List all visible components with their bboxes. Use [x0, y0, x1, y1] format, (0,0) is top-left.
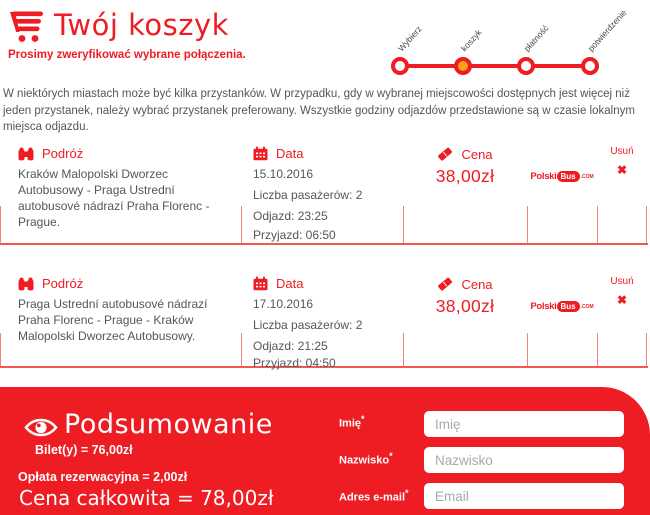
calendar-icon [253, 146, 268, 161]
column-divider [0, 333, 1, 366]
polskibus-logo [527, 301, 597, 312]
column-divider [241, 333, 242, 366]
summary-booking-fee: Opłata rezerwacyjna = 2,00zł [18, 470, 188, 484]
column-divider [597, 333, 598, 366]
step-label-potwierdzenie: potwierdzenie [585, 7, 629, 54]
trip-column-header [18, 146, 83, 161]
binoculars-icon [18, 147, 34, 161]
summary-tickets: Bilet(y) = 76,00zł [35, 443, 133, 457]
required-asterisk: * [361, 414, 365, 424]
ticket-icon [437, 146, 453, 162]
last-name-label [339, 451, 393, 467]
trip-arrival: Przyjazd: 04:50 [253, 356, 336, 370]
step-dot-koszyk[interactable] [454, 57, 472, 75]
summary-title: Podsumowanie [64, 409, 273, 440]
remove-column-label: Usuń [610, 276, 634, 287]
column-divider [646, 206, 647, 243]
eye-icon [24, 416, 58, 439]
trip-description: Praga Ustrední autobusové nádrazí Praha Florenc - Prague - Kraków Malopolski Dworzec Autobusowy. [18, 297, 208, 343]
binoculars-icon [18, 277, 34, 291]
price-column-label: Cena [461, 276, 493, 292]
trip-description: Kraków Malopolski Dworzec Autobusowy - Praga Ustrední autobusové nádrazí Praha Florenc - Prague. [18, 167, 210, 229]
trip-passengers: Liczba pasażerów: 2 [253, 188, 363, 202]
price-column-label: Cena [461, 146, 493, 162]
trip-passengers: Liczba pasażerów: 2 [253, 318, 363, 332]
remove-item-button[interactable]: ✖ [599, 163, 645, 177]
column-divider [527, 333, 528, 366]
email-label-text: Adres e-mail [339, 491, 406, 504]
logo-text-bus: Bus [557, 171, 580, 182]
checkout-progress-stepper [380, 0, 648, 84]
required-asterisk: * [389, 451, 393, 461]
date-column-header [253, 276, 303, 291]
column-divider [403, 206, 404, 243]
remove-item-button[interactable]: ✖ [599, 293, 645, 307]
price-column-header [403, 276, 527, 292]
column-divider [0, 206, 1, 243]
date-column-label: Data [276, 276, 304, 291]
column-divider [403, 333, 404, 366]
first-name-input[interactable] [424, 411, 624, 437]
trip-column-label: Podróż [42, 276, 84, 291]
email-label [339, 488, 409, 504]
column-divider [527, 206, 528, 243]
logo-text-bus: Bus [557, 301, 580, 312]
step-label-wybierz: Wybierz [395, 23, 424, 54]
step-label-platnosc: płatność [521, 23, 551, 54]
polskibus-logo [527, 171, 597, 182]
column-divider [597, 206, 598, 243]
trip-arrival: Przyjazd: 06:50 [253, 228, 336, 242]
logo-text-polski: Polski [530, 301, 557, 312]
last-name-label-text: Nazwisko [339, 454, 390, 467]
step-dot-wybierz[interactable] [391, 57, 409, 75]
cart-item-row [0, 140, 648, 245]
column-divider [241, 206, 242, 243]
trip-column-header [18, 276, 83, 291]
page-subtitle: Prosimy zweryfikować wybrane połączenia. [8, 49, 246, 61]
column-divider [646, 333, 647, 366]
last-name-input[interactable] [424, 447, 624, 473]
calendar-icon [253, 276, 268, 291]
date-column-label: Data [276, 146, 304, 161]
trip-departure: Odjazd: 21:25 [253, 339, 328, 353]
remove-column-label: Usuń [610, 146, 634, 157]
step-dot-platnosc[interactable] [517, 57, 535, 75]
step-label-koszyk: koszyk [458, 27, 484, 54]
trip-column-label: Podróż [42, 146, 84, 161]
stepper-connector-line [400, 64, 591, 68]
required-asterisk: * [405, 488, 409, 498]
trip-price: 38,00zł [435, 166, 495, 186]
logo-text-com: .COM [580, 303, 594, 310]
first-name-label [339, 414, 365, 430]
email-input[interactable] [424, 483, 624, 509]
trip-date: 17.10.2016 [253, 297, 314, 311]
intro-text: W niektórych miastach może być kilka przystanków. W przypadku, gdy w wybranej miejscowości dostępnych jest więcej niż jeden przystanek, należy wybrać przystanek preferowany. Wszystkie godziny odjazdów przedstawione są w czasie lokalnym miejsca odjazdu. [3, 88, 635, 133]
trip-departure: Odjazd: 23:25 [253, 209, 328, 223]
first-name-label-text: Imię [339, 417, 362, 430]
price-column-header [403, 146, 527, 162]
shopping-cart-icon [8, 10, 46, 44]
page-title: Twój koszyk [54, 8, 229, 42]
logo-text-com: .COM [580, 173, 594, 180]
summary-total-price: Cena całkowita = 78,00zł [19, 486, 274, 510]
step-dot-potwierdzenie[interactable] [581, 57, 599, 75]
date-column-header [253, 146, 303, 161]
ticket-icon [437, 276, 453, 292]
cart-item-row [0, 270, 648, 368]
trip-price: 38,00zł [435, 296, 495, 316]
trip-date: 15.10.2016 [253, 167, 314, 181]
logo-text-polski: Polski [530, 171, 557, 182]
